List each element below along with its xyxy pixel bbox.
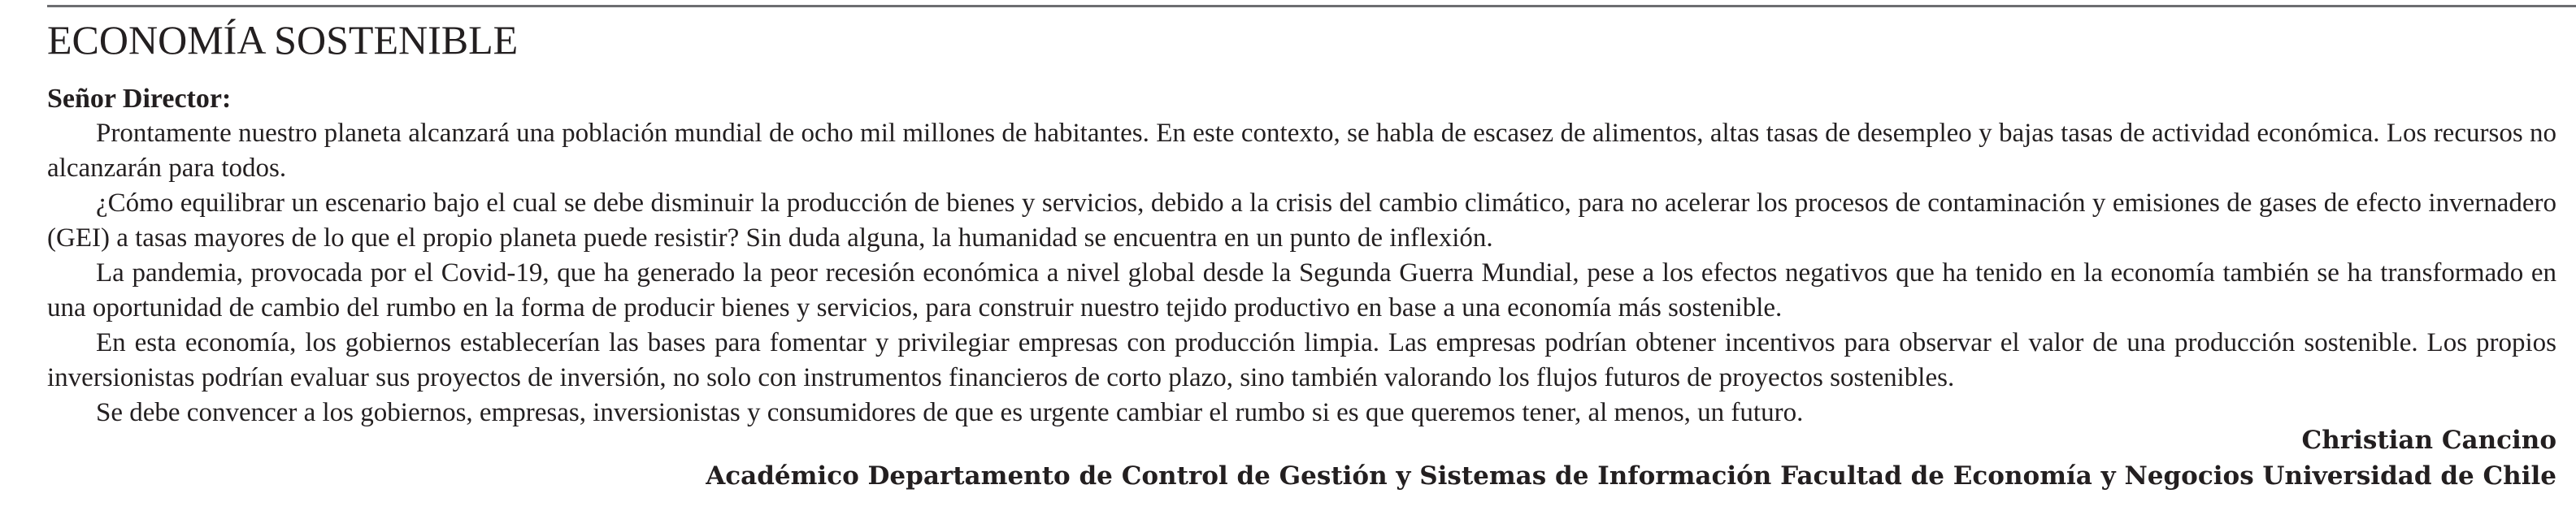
salutation: Señor Director:	[47, 84, 232, 114]
paragraph-1: Prontamente nuestro planeta alcanzará una población mundial de ocho mil millones de habitantes. En este contexto, se habla de escasez de alimentos, altas tasas de desempleo y bajas tasas de actividad económica. Los recursos no alcanzarán para todos.	[47, 119, 2556, 183]
author-name: Christian Cancino	[2301, 426, 2556, 455]
paragraph-2: ¿Cómo equilibrar un escenario bajo el cual se debe disminuir la producción de bienes y servicios, debido a la crisis del cambio climático, para no acelerar los procesos de contaminación y emisiones de gases de efecto invernadero (GEI) a tasas mayores de lo que el propio planeta puede resistir? Sin duda alguna, la humanidad se encuentra en un punto de inflexión.	[47, 188, 2556, 253]
paragraph-4: En esta economía, los gobiernos establecerían las bases para fomentar y privilegiar empresas con producción limpia. Las empresas podrían obtener incentivos para observar el valor de una producción sostenible. Los propios inversionistas podrían evaluar sus proyectos de inversión, no solo con instrumentos financieros de corto plazo, sino también valorando los flujos futuros de proyectos sostenibles.	[47, 328, 2556, 392]
author-affiliation: Académico Departamento de Control de Gestión y Sistemas de Información Facultad de Economía y Negocios Universidad de Chile	[706, 461, 2556, 491]
signature-block	[706, 422, 2556, 494]
article-title: ECONOMÍA SOSTENIBLE	[47, 17, 519, 63]
letter-body	[47, 116, 2556, 431]
top-divider	[47, 5, 2576, 7]
paragraph-3: La pandemia, provocada por el Covid-19, que ha generado la peor recesión económica a nivel global desde la Segunda Guerra Mundial, pese a los efectos negativos que ha tenido en la economía también se ha transformado en una oportunidad de cambio del rumbo en la forma de producir bienes y servicios, para construir nuestro tejido productivo en base a una economía más sostenible.	[47, 258, 2556, 322]
paragraph-5: Se debe convencer a los gobiernos, empresas, inversionistas y consumidores de que es urgente cambiar el rumbo si es que queremos tener, al menos, un futuro.	[96, 398, 1804, 427]
